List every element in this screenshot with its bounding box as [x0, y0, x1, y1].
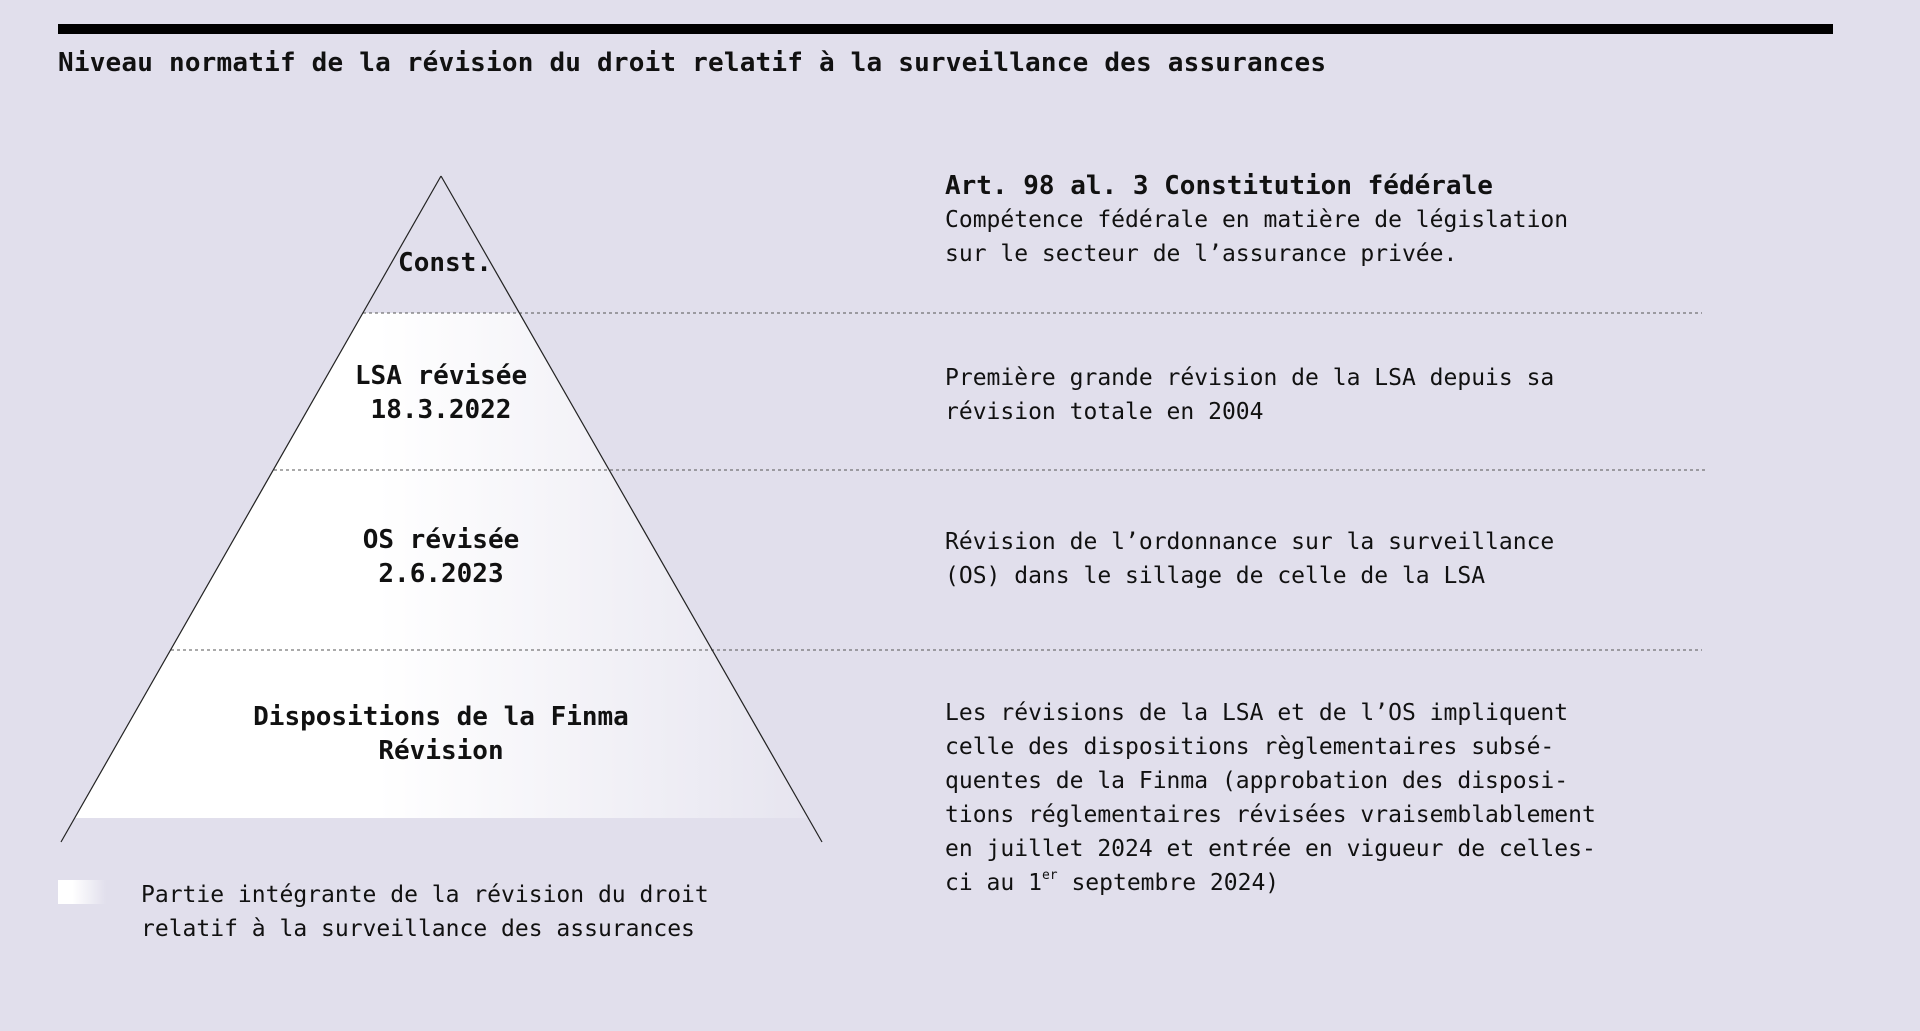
- page-title: Niveau normatif de la révision du droit relatif à la surveillance des assurances: [58, 48, 1327, 78]
- desc-finma-last-line: ci au 1er septembre 2024): [945, 868, 1280, 896]
- desc-os: Révision de l’ordonnance sur la surveillance (OS) dans le sillage de celle de la LSA: [945, 529, 1555, 589]
- desc-finma: Les révisions de la LSA et de l’OS impliquent celle des dispositions règlementaires subsé- quentes de la Finma (approbation des disposi- tions réglementaires révisées vraisemblablement en juillet 2024 et entrée en vigueur de celles- ci au 1er septembre 2024): [945, 696, 1596, 900]
- tier-label-finma: Dispositions de la Finma Révision: [253, 702, 629, 766]
- desc-lsa: Première grande révision de la LSA depuis sa révision totale en 2004: [945, 365, 1555, 425]
- tier-label-os: OS révisée 2.6.2023: [362, 525, 520, 589]
- legend-swatch: [58, 880, 106, 904]
- desc-const: Art. 98 al. 3 Constitution fédérale Compétence fédérale en matière de législation sur le secteur de l’assurance privée.: [945, 171, 1569, 267]
- tier-label-const: Const.: [398, 248, 492, 278]
- tier-label-lsa: LSA révisée 18.3.2022: [354, 361, 528, 425]
- legend-text: Partie intégrante de la révision du droit relatif à la surveillance des assurances: [141, 882, 709, 942]
